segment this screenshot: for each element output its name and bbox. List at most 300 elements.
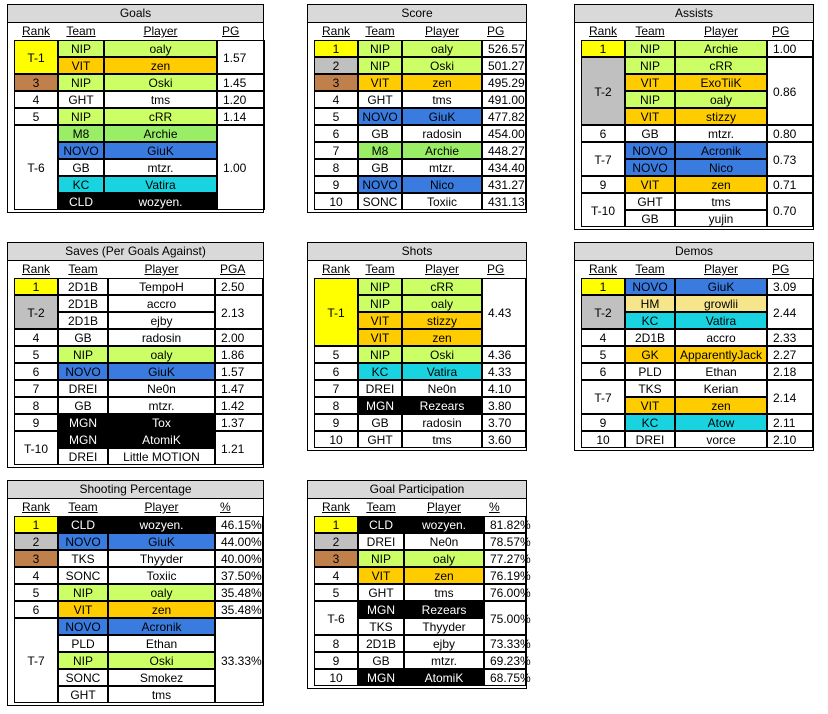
team-cell: HM: [625, 295, 675, 312]
team-cell: TKS: [58, 550, 108, 567]
stat-cell: 1.37: [215, 414, 263, 431]
rank-cell: 5: [581, 346, 625, 363]
rank-cell: 6: [14, 601, 58, 618]
rank-cell: 1: [314, 40, 358, 57]
rank-cell: 5: [314, 584, 358, 601]
player-cell: Tox: [108, 414, 215, 431]
team-cell: NOVO: [625, 159, 675, 176]
team-cell: NIP: [58, 652, 108, 669]
team-cell: GK: [625, 346, 675, 363]
rank-cell: 5: [314, 108, 358, 125]
header-rank: Rank: [588, 262, 617, 276]
player-cell: radosin: [108, 329, 215, 346]
rank-cell: 2: [314, 533, 358, 550]
team-cell: TKS: [358, 618, 404, 635]
player-cell: Ne0n: [404, 533, 484, 550]
stat-cell: 0.86: [767, 57, 813, 125]
rank-cell: 9: [14, 414, 58, 431]
player-cell: wozyen.: [404, 516, 484, 533]
player-cell: radosin: [402, 414, 482, 431]
rank-cell: T-7: [14, 618, 58, 703]
team-cell: 2D1B: [58, 278, 108, 295]
stat-cell: 431.13: [482, 193, 526, 210]
team-cell: VIT: [58, 601, 108, 618]
stat-cell: 76.00%: [484, 584, 526, 601]
team-cell: DREI: [358, 380, 402, 397]
player-cell: ApparentlyJack: [675, 346, 767, 363]
stat-cell: 75.00%: [484, 601, 526, 635]
team-cell: MGN: [58, 414, 108, 431]
player-cell: GiuK: [402, 108, 482, 125]
shots-table: [307, 242, 527, 451]
stat-cell: 69.23%: [484, 652, 526, 669]
player-cell: Rezears: [404, 601, 484, 618]
table-title: Saves (Per Goals Against): [8, 243, 263, 261]
rank-cell: 8: [314, 635, 358, 652]
player-cell: Little MOTION: [108, 448, 215, 465]
header-team: Team: [365, 262, 395, 276]
rank-cell: 2: [314, 57, 358, 74]
rank-cell: 8: [314, 397, 358, 414]
player-cell: zen: [104, 57, 217, 74]
team-cell: NOVO: [358, 176, 402, 193]
player-cell: Nico: [402, 176, 482, 193]
rank-cell: 5: [14, 108, 58, 125]
rank-cell: 9: [314, 176, 358, 193]
player-cell: mtzr.: [108, 397, 215, 414]
team-cell: NIP: [358, 550, 404, 567]
team-cell: SONC: [58, 669, 108, 686]
stat-cell: 2.44: [767, 295, 813, 329]
player-cell: oaly: [402, 295, 482, 312]
player-cell: cRR: [675, 57, 767, 74]
stat-cell: 4.33: [482, 363, 526, 380]
rank-cell: 1: [14, 278, 58, 295]
team-cell: NOVO: [58, 533, 108, 550]
rank-cell: 10: [314, 193, 358, 210]
rank-cell: 9: [314, 652, 358, 669]
rank-cell: 5: [14, 584, 58, 601]
team-cell: CLD: [58, 516, 108, 533]
team-cell: DREI: [58, 448, 108, 465]
player-cell: oaly: [675, 91, 767, 108]
rank-cell: 6: [581, 363, 625, 380]
team-cell: 2D1B: [58, 312, 108, 329]
team-cell: GB: [58, 159, 104, 176]
team-cell: 2D1B: [625, 329, 675, 346]
player-cell: tms: [675, 193, 767, 210]
header-rank: Rank: [21, 500, 50, 514]
team-cell: SONC: [58, 567, 108, 584]
header-rank: Rank: [588, 24, 617, 38]
team-cell: GHT: [625, 193, 675, 210]
stat-cell: 431.27: [482, 176, 526, 193]
player-cell: AtomiK: [404, 669, 484, 686]
player-cell: yujin: [675, 210, 767, 227]
stat-cell: 4.10: [482, 380, 526, 397]
player-cell: ExoTiiK: [675, 74, 767, 91]
team-cell: NIP: [58, 74, 104, 91]
stat-cell: 501.27: [482, 57, 526, 74]
stat-cell: 81.82%: [484, 516, 526, 533]
stat-cell: 448.27: [482, 142, 526, 159]
rank-cell: T-10: [581, 193, 625, 227]
player-cell: AtomiK: [108, 431, 215, 448]
player-cell: accro: [675, 329, 767, 346]
header-player: Player: [143, 24, 178, 38]
team-cell: NOVO: [625, 278, 675, 295]
player-cell: mtzr.: [104, 159, 217, 176]
team-cell: PLD: [625, 363, 675, 380]
header-stat: %: [220, 500, 231, 514]
team-cell: SONC: [358, 193, 402, 210]
header-team: Team: [365, 24, 395, 38]
player-cell: zen: [402, 74, 482, 91]
rank-cell: T-7: [581, 142, 625, 176]
stat-cell: 2.13: [215, 295, 263, 329]
team-cell: VIT: [358, 329, 402, 346]
stat-cell: 0.80: [767, 125, 813, 142]
header-team: Team: [68, 262, 98, 276]
stat-cell: 491.00: [482, 91, 526, 108]
header-player: Player: [424, 262, 459, 276]
player-cell: Vatira: [104, 176, 217, 193]
table-title: Shots: [308, 243, 526, 261]
header-player: Player: [144, 262, 179, 276]
rank-cell: 5: [14, 346, 58, 363]
stat-cell: 2.00: [215, 329, 263, 346]
rank-cell: 9: [581, 176, 625, 193]
table-title: Goal Participation: [308, 481, 526, 499]
stat-cell: 1.20: [217, 91, 265, 108]
rank-cell: 7: [14, 380, 58, 397]
stat-cell: 1.00: [767, 40, 813, 57]
header-team: Team: [66, 24, 96, 38]
stat-cell: 76.19%: [484, 567, 526, 584]
team-cell: TKS: [625, 380, 675, 397]
team-cell: GHT: [358, 584, 404, 601]
header-stat: PG: [222, 24, 240, 38]
header-stat: PG: [772, 262, 790, 276]
assists-table: [574, 4, 814, 230]
stat-cell: 73.33%: [484, 635, 526, 652]
rank-cell: 10: [314, 431, 358, 448]
player-cell: accro: [108, 295, 215, 312]
header-team: Team: [366, 500, 396, 514]
player-cell: wozyen.: [104, 193, 217, 210]
team-cell: NIP: [625, 57, 675, 74]
team-cell: GB: [625, 125, 675, 142]
rank-cell: 6: [314, 125, 358, 142]
player-cell: Ethan: [108, 635, 215, 652]
player-cell: Oski: [108, 652, 215, 669]
rank-cell: 3: [314, 74, 358, 91]
shooting-percentage-table: [7, 480, 264, 706]
stat-cell: 3.70: [482, 414, 526, 431]
team-cell: KC: [58, 176, 104, 193]
team-cell: NIP: [625, 40, 675, 57]
rank-cell: 6: [581, 125, 625, 142]
rank-cell: 6: [314, 363, 358, 380]
player-cell: GiuK: [108, 533, 215, 550]
rank-cell: 1: [581, 278, 625, 295]
player-cell: Nico: [675, 159, 767, 176]
player-cell: Thyyder: [404, 618, 484, 635]
team-cell: DREI: [58, 380, 108, 397]
team-cell: NIP: [358, 278, 402, 295]
team-cell: GHT: [58, 686, 108, 703]
rank-cell: 4: [581, 329, 625, 346]
header-stat: PG: [772, 24, 790, 38]
player-cell: TempoH: [108, 278, 215, 295]
player-cell: zen: [108, 601, 215, 618]
team-cell: NIP: [625, 91, 675, 108]
player-cell: GiuK: [108, 363, 215, 380]
rank-cell: 1: [314, 516, 358, 533]
player-cell: zen: [675, 397, 767, 414]
team-cell: 2D1B: [58, 295, 108, 312]
goal-participation-table: [307, 480, 531, 689]
header-team: Team: [635, 262, 665, 276]
stat-cell: 2.14: [767, 380, 813, 414]
stat-cell: 37.50%: [215, 567, 263, 584]
player-cell: tms: [404, 584, 484, 601]
team-cell: NIP: [58, 40, 104, 57]
player-cell: mtzr.: [402, 159, 482, 176]
table-title: Shooting Percentage: [8, 481, 263, 499]
rank-cell: T-1: [14, 40, 58, 74]
stat-cell: 1.57: [217, 40, 265, 74]
rank-cell: T-6: [14, 125, 58, 210]
player-cell: oaly: [402, 40, 482, 57]
team-cell: GB: [358, 159, 402, 176]
stat-cell: 2.33: [767, 329, 813, 346]
player-cell: Archie: [402, 142, 482, 159]
player-cell: radosin: [402, 125, 482, 142]
rank-cell: T-2: [581, 57, 625, 125]
team-cell: GB: [358, 652, 404, 669]
team-cell: MGN: [58, 431, 108, 448]
player-cell: Oski: [402, 346, 482, 363]
player-cell: Ne0n: [108, 380, 215, 397]
stat-cell: 3.09: [767, 278, 813, 295]
team-cell: VIT: [625, 397, 675, 414]
rank-cell: 1: [14, 516, 58, 533]
team-cell: GHT: [358, 91, 402, 108]
team-cell: KC: [625, 414, 675, 431]
player-cell: vorce: [675, 431, 767, 448]
team-cell: KC: [625, 312, 675, 329]
player-cell: cRR: [104, 108, 217, 125]
team-cell: GHT: [58, 91, 104, 108]
player-cell: zen: [404, 567, 484, 584]
header-stat: %: [489, 500, 500, 514]
stat-cell: 454.00: [482, 125, 526, 142]
player-cell: Vatira: [402, 363, 482, 380]
team-cell: NIP: [358, 57, 402, 74]
team-cell: KC: [358, 363, 402, 380]
rank-cell: 8: [314, 159, 358, 176]
player-cell: Kerian: [675, 380, 767, 397]
player-cell: cRR: [402, 278, 482, 295]
stat-cell: 68.75%: [484, 669, 526, 686]
team-cell: GB: [58, 397, 108, 414]
stat-cell: 0.71: [767, 176, 813, 193]
player-cell: ejby: [404, 635, 484, 652]
header-team: Team: [68, 500, 98, 514]
stat-cell: 1.86: [215, 346, 263, 363]
rank-cell: 3: [14, 550, 58, 567]
player-cell: Vatira: [675, 312, 767, 329]
team-cell: VIT: [625, 74, 675, 91]
player-cell: Oski: [104, 74, 217, 91]
table-title: Assists: [575, 5, 813, 23]
stat-cell: 0.73: [767, 142, 813, 176]
player-cell: Toxiic: [402, 193, 482, 210]
header-rank: Rank: [21, 262, 50, 276]
player-cell: oaly: [404, 550, 484, 567]
player-cell: Toxiic: [108, 567, 215, 584]
player-cell: stizzy: [675, 108, 767, 125]
rank-cell: T-7: [581, 380, 625, 414]
team-cell: GHT: [358, 431, 402, 448]
stat-cell: 40.00%: [215, 550, 263, 567]
team-cell: GB: [625, 210, 675, 227]
player-cell: Smokez: [108, 669, 215, 686]
player-cell: oaly: [108, 346, 215, 363]
team-cell: MGN: [358, 397, 402, 414]
header-rank: Rank: [321, 262, 350, 276]
stat-cell: 1.14: [217, 108, 265, 125]
rank-cell: 10: [314, 669, 358, 686]
rank-cell: 7: [314, 142, 358, 159]
player-cell: ejby: [108, 312, 215, 329]
player-cell: mtzr.: [675, 125, 767, 142]
team-cell: MGN: [358, 669, 404, 686]
team-cell: NIP: [58, 584, 108, 601]
team-cell: DREI: [358, 533, 404, 550]
player-cell: tms: [402, 431, 482, 448]
header-rank: Rank: [321, 500, 350, 514]
rank-cell: 3: [14, 74, 58, 91]
team-cell: GB: [358, 125, 402, 142]
team-cell: NIP: [58, 108, 104, 125]
stat-cell: 434.40: [482, 159, 526, 176]
player-cell: tms: [104, 91, 217, 108]
header-player: Player: [703, 24, 738, 38]
stat-cell: 1.42: [215, 397, 263, 414]
team-cell: M8: [58, 125, 104, 142]
player-cell: GiuK: [104, 142, 217, 159]
score-table: [307, 4, 527, 213]
rank-cell: 4: [314, 567, 358, 584]
player-cell: oaly: [108, 584, 215, 601]
table-title: Demos: [575, 243, 813, 261]
goals-table: [7, 4, 264, 213]
stat-cell: 35.48%: [215, 601, 263, 618]
rank-cell: T-1: [314, 278, 358, 346]
team-cell: VIT: [58, 57, 104, 74]
team-cell: VIT: [625, 176, 675, 193]
stat-cell: 526.57: [482, 40, 526, 57]
player-cell: Ethan: [675, 363, 767, 380]
player-cell: Thyyder: [108, 550, 215, 567]
rank-cell: 9: [581, 414, 625, 431]
stat-cell: 3.80: [482, 397, 526, 414]
stat-cell: 77.27%: [484, 550, 526, 567]
player-cell: Archie: [675, 40, 767, 57]
stat-cell: 35.48%: [215, 584, 263, 601]
player-cell: Oski: [402, 57, 482, 74]
team-cell: NIP: [358, 346, 402, 363]
team-cell: DREI: [625, 431, 675, 448]
stat-cell: 495.29: [482, 74, 526, 91]
player-cell: wozyen.: [108, 516, 215, 533]
team-cell: GB: [58, 329, 108, 346]
team-cell: NIP: [358, 295, 402, 312]
rank-cell: 6: [14, 363, 58, 380]
player-cell: mtzr.: [404, 652, 484, 669]
header-stat: PG: [487, 262, 505, 276]
rank-cell: T-2: [14, 295, 58, 329]
rank-cell: 10: [581, 431, 625, 448]
rank-cell: 4: [14, 91, 58, 108]
team-cell: CLD: [58, 193, 104, 210]
stat-cell: 1.47: [215, 380, 263, 397]
stat-cell: 1.21: [215, 431, 263, 465]
header-rank: Rank: [321, 24, 350, 38]
team-cell: CLD: [358, 516, 404, 533]
stat-cell: 1.00: [217, 125, 265, 210]
stat-cell: 0.70: [767, 193, 813, 227]
stat-cell: 1.45: [217, 74, 265, 91]
rank-cell: 9: [314, 414, 358, 431]
rank-cell: 8: [14, 397, 58, 414]
stat-cell: 44.00%: [215, 533, 263, 550]
stat-cell: 3.60: [482, 431, 526, 448]
table-title: Score: [308, 5, 526, 23]
rank-cell: 5: [314, 346, 358, 363]
header-stat: PGA: [220, 262, 246, 276]
rank-cell: 1: [581, 40, 625, 57]
team-cell: NOVO: [58, 363, 108, 380]
header-player: Player: [703, 262, 738, 276]
saves-per-goals-against-table: [7, 242, 264, 468]
team-cell: NOVO: [58, 142, 104, 159]
team-cell: M8: [358, 142, 402, 159]
stat-cell: 78.57%: [484, 533, 526, 550]
rank-cell: T-6: [314, 601, 358, 635]
player-cell: zen: [675, 176, 767, 193]
table-title: Goals: [8, 5, 263, 23]
player-cell: tms: [402, 91, 482, 108]
rank-cell: T-2: [581, 295, 625, 329]
header-stat: PG: [487, 24, 505, 38]
stat-cell: 4.43: [482, 278, 526, 346]
player-cell: zen: [402, 329, 482, 346]
team-cell: VIT: [358, 567, 404, 584]
demos-table: [574, 242, 814, 451]
rank-cell: 7: [314, 380, 358, 397]
team-cell: VIT: [358, 312, 402, 329]
player-cell: Acronik: [675, 142, 767, 159]
rank-cell: 4: [314, 91, 358, 108]
header-team: Team: [635, 24, 665, 38]
player-cell: Acronik: [108, 618, 215, 635]
team-cell: PLD: [58, 635, 108, 652]
player-cell: Ne0n: [402, 380, 482, 397]
header-rank: Rank: [21, 24, 50, 38]
